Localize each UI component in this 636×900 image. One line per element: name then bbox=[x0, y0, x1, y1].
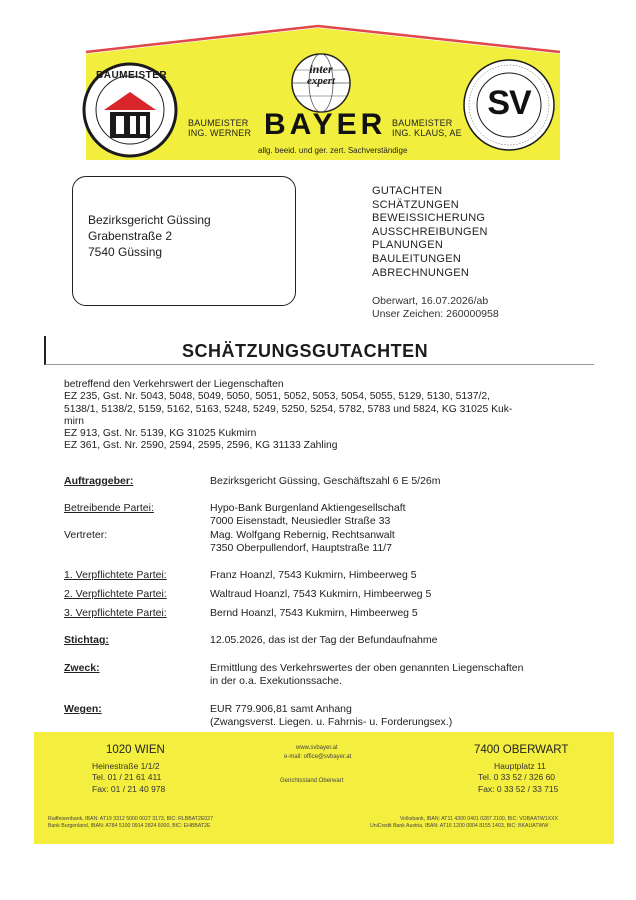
place-date: Oberwart, 16.07.2026/ab bbox=[372, 295, 489, 307]
footer-left-street: Heinestraße 1/1/2 bbox=[92, 761, 160, 771]
recipient-line3: 7540 Güssing bbox=[88, 245, 163, 259]
zweck-line2: in der o.a. Exekutionssache. bbox=[210, 675, 342, 687]
footer-left-tel: Tel. 01 / 21 61 411 bbox=[92, 772, 162, 782]
sv-seal bbox=[462, 58, 556, 152]
partei3-label: 3. Verpflichtete Partei: bbox=[64, 607, 167, 619]
footer-left-city: 1020 WIEN bbox=[106, 744, 165, 756]
footer-right-street: Hauptplatz 11 bbox=[494, 761, 546, 771]
service-item: GUTACHTEN bbox=[372, 185, 443, 197]
left-name-line2: ING. WERNER bbox=[188, 128, 252, 138]
wegen-line1: EUR 779.906,81 samt Anhang bbox=[210, 703, 352, 715]
subject-line: mirn bbox=[64, 415, 85, 427]
footer-court: Gerichtsstand Oberwart bbox=[280, 778, 344, 784]
service-item: SCHÄTZUNGEN bbox=[372, 198, 460, 211]
vertreter-line2: 7350 Oberpullendorf, Hauptstraße 11/7 bbox=[210, 542, 392, 554]
betreibende-line2: 7000 Eisenstadt, Neusiedler Straße 33 bbox=[210, 515, 391, 527]
services-list bbox=[372, 185, 488, 280]
betreibende-label: Betreibende Partei: bbox=[64, 502, 154, 514]
footer-bank-left-1: Raiffeisenbank, IBAN: AT19 3312 5000 0027 3173, BIC: RLBBAT2E027 bbox=[48, 816, 213, 822]
subject-line: EZ 235, Gst. Nr. 5043, 5048, 5049, 5050, 5051, 5052, 5053, 5054, 5055, 5129, 5130, 5137/2, bbox=[64, 391, 490, 403]
footer-web[interactable]: www.svbayer.at bbox=[296, 745, 338, 751]
subject-block bbox=[64, 379, 584, 453]
right-name-line2: ING. KLAUS, AE bbox=[392, 128, 462, 138]
zweck-label: Zweck: bbox=[64, 662, 100, 674]
auftraggeber-label: Auftraggeber: bbox=[64, 475, 134, 487]
brand-name: BAYER bbox=[264, 108, 387, 141]
partei1-label: 1. Verpflichtete Partei: bbox=[64, 569, 167, 581]
globe-text-expert: expert bbox=[306, 75, 336, 87]
footer-bank-right-2: UniCredit Bank Austria, IBAN: AT16 1200 0004 8155 1403, BIC: BKAUATWW bbox=[370, 823, 549, 829]
service-item: ABRECHNUNGEN bbox=[372, 266, 470, 279]
globe-text-inter: inter bbox=[309, 62, 333, 76]
partei3-value: Bernd Hoanzl, 7543 Kukmirn, Himbeerweg 5 bbox=[210, 607, 418, 619]
interexpert-globe bbox=[290, 52, 352, 114]
right-name-line1: BAUMEISTER bbox=[392, 118, 453, 128]
footer-bank-right-1: Volksbank, IBAN: AT11 4300 0401 0287 2100, BIC: VOBAATW1XXX bbox=[400, 816, 559, 822]
seal-top-text: BAUMEISTER bbox=[96, 70, 168, 81]
subject-line: EZ 361, Gst. Nr. 2590, 2594, 2595, 2596, KG 31133 Zahling bbox=[64, 440, 338, 452]
partei2-label: 2. Verpflichtete Partei: bbox=[64, 588, 167, 600]
letterhead-tagline: allg. beeid. und ger. zert. Sachverständige bbox=[258, 146, 408, 155]
subject-line: 5138/1, 5138/2, 5159, 5162, 5163, 5248, 5249, 5250, 5254, 5782, 5783 und 5824, KG 31025 Kuk- bbox=[64, 403, 513, 415]
vertreter-line1: Mag. Wolfgang Rebernig, Rechtsanwalt bbox=[210, 529, 395, 541]
document-title: SCHÄTZUNGSGUTACHTEN bbox=[182, 341, 429, 361]
subject-line: betreffend den Verkehrswert der Liegenschaften bbox=[64, 379, 284, 390]
vertreter-label: Vertreter: bbox=[64, 529, 108, 541]
footer-email[interactable]: e-mail: office@svbayer.at bbox=[284, 754, 352, 760]
service-item: BAULEITUNGEN bbox=[372, 252, 462, 265]
recipient-line2: Grabenstraße 2 bbox=[88, 229, 173, 243]
service-item: BEWEISSICHERUNG bbox=[372, 212, 486, 225]
left-name-line1: BAUMEISTER bbox=[188, 118, 249, 128]
recipient-line1: Bezirksgericht Güssing bbox=[88, 213, 211, 227]
baumeister-seal bbox=[82, 62, 178, 158]
footer-right-city: 7400 OBERWART bbox=[474, 744, 569, 756]
sv-seal-mark: SV bbox=[487, 84, 531, 122]
footer-left-fax: Fax: 01 / 21 40 978 bbox=[92, 784, 166, 794]
service-item: PLANUNGEN bbox=[372, 239, 444, 252]
wegen-line2: (Zwangsverst. Liegen. u. Fahrnis- u. Forderungsex.) bbox=[210, 716, 453, 728]
wegen-label: Wegen: bbox=[64, 703, 102, 715]
footer-right-fax: Fax: 0 33 52 / 33 715 bbox=[478, 784, 559, 794]
reference-number: Unser Zeichen: 260000958 bbox=[372, 308, 499, 320]
zweck-line1: Ermittlung des Verkehrswertes der oben genannten Liegenschaften bbox=[210, 662, 524, 674]
footer-bank-left-2: Bank Burgenland, IBAN: AT84 5100 0914 2824 6000, BIC: EHBBAT2E bbox=[48, 823, 211, 829]
subject-line: EZ 913, Gst. Nr. 5139, KG 31025 Kukmirn bbox=[64, 428, 257, 440]
stichtag-label: Stichtag: bbox=[64, 634, 109, 646]
partei1-value: Franz Hoanzl, 7543 Kukmirn, Himbeerweg 5 bbox=[210, 569, 417, 581]
stichtag-value: 12.05.2026, das ist der Tag der Befundaufnahme bbox=[210, 634, 438, 646]
partei2-value: Waltraud Hoanzl, 7543 Kukmirn, Himbeerweg 5 bbox=[210, 588, 432, 600]
footer-right-tel: Tel. 0 33 52 / 326 60 bbox=[478, 772, 556, 782]
betreibende-line1: Hypo-Bank Burgenland Aktiengesellschaft bbox=[210, 502, 406, 514]
service-item: AUSSCHREIBUNGEN bbox=[372, 225, 488, 238]
auftraggeber-value: Bezirksgericht Güssing, Geschäftszahl 6 E 5/26m bbox=[210, 475, 441, 487]
